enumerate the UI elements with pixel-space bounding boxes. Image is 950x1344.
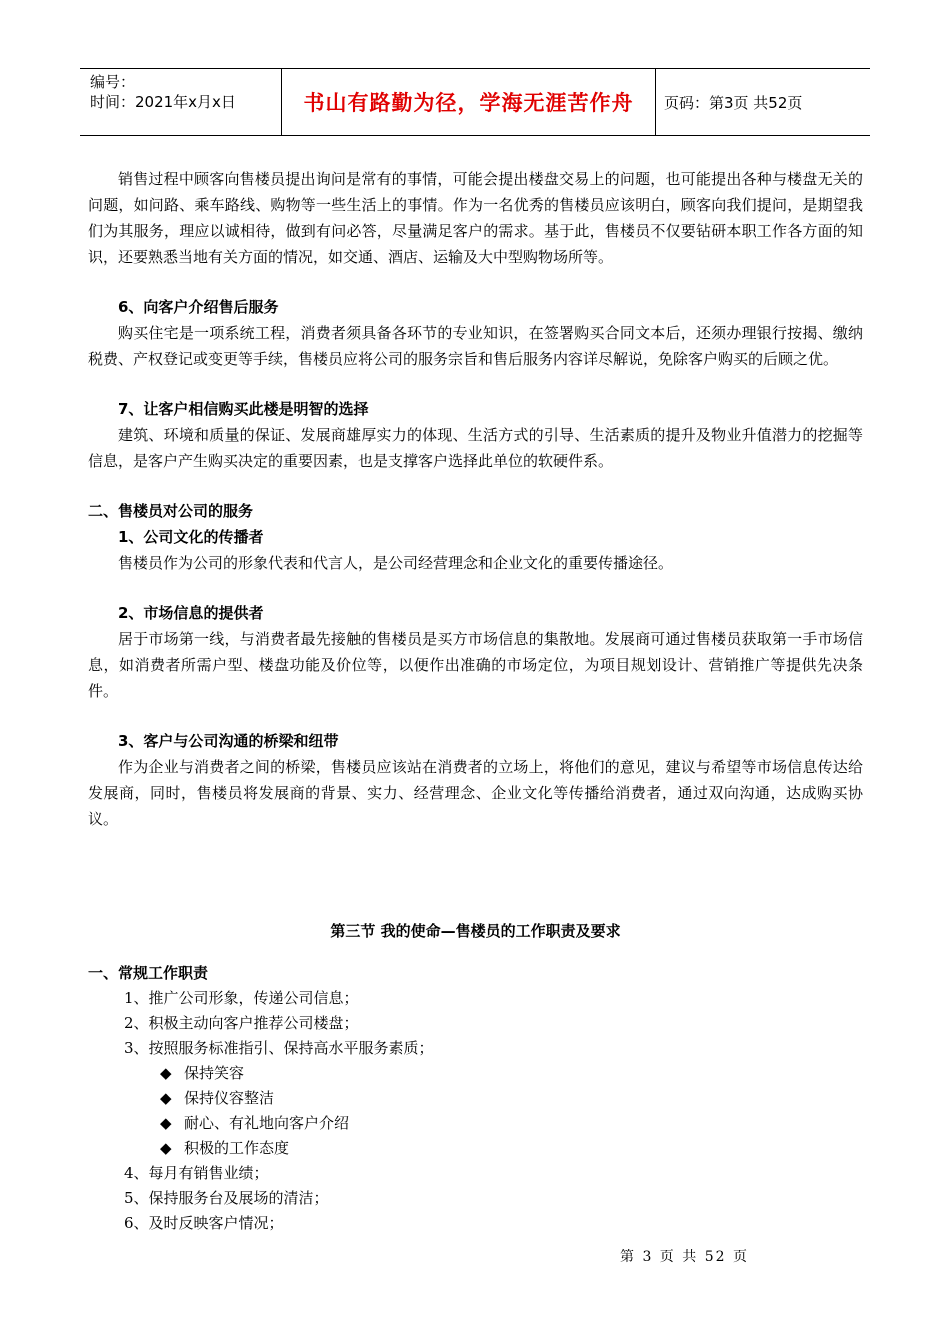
heading-service-to-company: 二、售楼员对公司的服务 [88, 502, 254, 520]
diamond-icon: ◆ [160, 1064, 172, 1082]
heading-regular-duties: 一、常规工作职责 [88, 964, 209, 982]
motto: 书山有路勤为径，学海无涯苦作舟 [282, 69, 656, 135]
heading-bridge: 3、客户与公司沟通的桥梁和纽带 [118, 732, 339, 750]
bullet-item: ◆ 保持仪容整洁 [160, 1086, 863, 1111]
list-item: 4、每月有销售业绩； [124, 1164, 269, 1182]
paragraph-wise-choice: 建筑、环境和质量的保证、发展商雄厚实力的体现、生活方式的引导、生活素质的提升及物业升值潜力的挖掘等信息，是客户产生购买决定的重要因素，也是支撑客户选择此单位的软硬件系。 [88, 426, 863, 470]
diamond-icon: ◆ [160, 1114, 172, 1132]
heading-culture-spreader: 1、公司文化的传播者 [118, 528, 264, 546]
section-title: 第三节 我的使命—售楼员的工作职责及要求 [330, 922, 621, 940]
list-item: 1、推广公司形象，传递公司信息； [124, 989, 359, 1007]
duties-list-b [88, 1161, 863, 1236]
list-item: 2、积极主动向客户推荐公司楼盘； [124, 1014, 359, 1032]
diamond-icon: ◆ [160, 1089, 172, 1107]
bullet-item: ◆ 保持笑容 [160, 1061, 863, 1086]
list-item: 3、按照服务标准指引、保持高水平服务素质； [124, 1039, 434, 1057]
page-header [80, 68, 870, 136]
duties-list-a [88, 986, 863, 1061]
paragraph-market-info: 居于市场第一线，与消费者最先接触的售楼员是买方市场信息的集散地。发展商可通过售楼员获取第一手市场信息，如消费者所需户型、楼盘功能及价位等，以便作出准确的市场定位，为项目规划设计、营销推广等提供先决条件。 [88, 630, 863, 700]
list-item: 6、及时反映客户情况； [124, 1214, 284, 1232]
list-item: 5、保持服务台及展场的清洁； [124, 1189, 329, 1207]
heading-wise-choice: 7、让客户相信购买此楼是明智的选择 [118, 400, 369, 418]
paragraph-culture-spreader: 售楼员作为公司的形象代表和代言人，是公司经营理念和企业文化的重要传播途径。 [118, 554, 674, 572]
number-label: 编号： [90, 73, 136, 91]
page-footer: 第 3 页 共 52 页 [620, 1249, 749, 1265]
paragraph-after-sales: 购买住宅是一项系统工程，消费者须具备各环节的专业知识，在签署购买合同文本后，还须办理银行按揭、缴纳税费、产权登记或变更等手续，售楼员应将公司的服务宗旨和售后服务内容详尽解说，免除客户购买的后顾之优。 [88, 324, 863, 368]
heading-after-sales: 6、向客户介绍售后服务 [118, 298, 279, 316]
document-body [88, 166, 863, 1236]
service-bullets [88, 1061, 863, 1161]
heading-market-info: 2、市场信息的提供者 [118, 604, 264, 622]
bullet-item: ◆ 积极的工作态度 [160, 1136, 863, 1161]
diamond-icon: ◆ [160, 1139, 172, 1157]
paragraph-inquiry: 销售过程中顾客向售楼员提出询问是常有的事情，可能会提出楼盘交易上的问题，也可能提出各种与楼盘无关的问题，如问路、乘车路线、购物等一些生活上的事情。作为一名优秀的售楼员应该明白，顾客向我们提问，是期望我们为其服务，理应以诚相待，做到有问必答，尽量满足客户的需求。基于此，售楼员不仅要钻研本职工作各方面的知识，还要熟悉当地有关方面的情况，如交通、酒店、运输及大中型购物场所等。 [88, 170, 863, 266]
page-info: 页码：第3页 共52页 [664, 93, 803, 112]
header-meta [80, 69, 282, 135]
date-label: 时间：2021年x月x日 [90, 93, 236, 111]
bullet-item: ◆ 耐心、有礼地向客户介绍 [160, 1111, 863, 1136]
paragraph-bridge: 作为企业与消费者之间的桥梁，售楼员应该站在消费者的立场上，将他们的意见，建议与希望等市场信息传达给发展商，同时，售楼员将发展商的背景、实力、经营理念、企业文化等传播给消费者，通过双向沟通，达成购买协议。 [88, 758, 863, 828]
